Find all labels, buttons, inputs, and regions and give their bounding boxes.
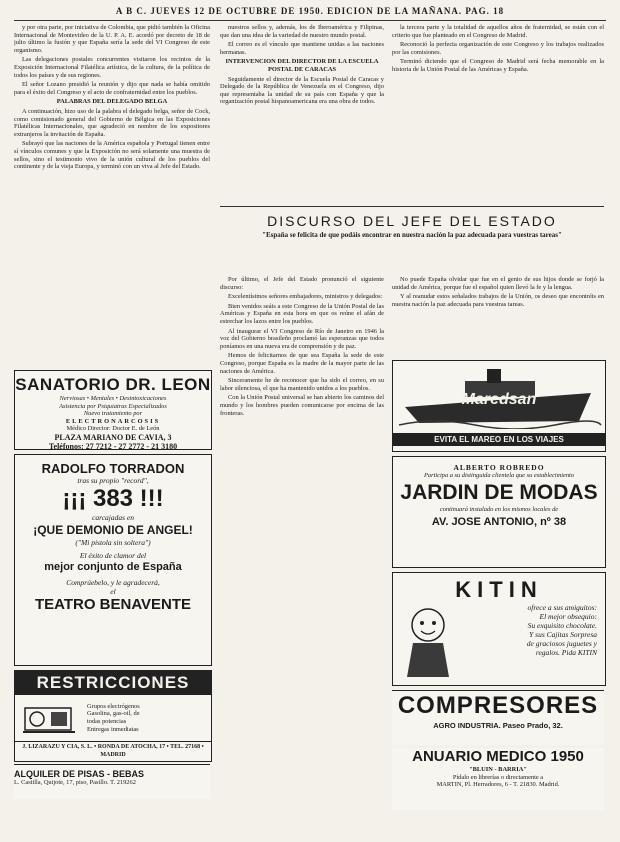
ad-phone: Teléfonos: 27 7212 - 27 2772 - 21 3180 bbox=[48, 441, 178, 450]
speech-headline: DISCURSO DEL JEFE DEL ESTADO bbox=[267, 213, 557, 229]
ad-line: AGRO INDUSTRIA. Paseo Prado, 32. bbox=[433, 721, 563, 730]
subheading: PALABRAS DEL DELEGADO BELGA bbox=[56, 98, 168, 106]
ad-kitin bbox=[392, 572, 606, 686]
ad-line: Nuevo tratamiento por bbox=[83, 410, 143, 418]
paragraph: Hemos de felicitarnos de que sea España la sede de este Congreso, porque España es la madre de la mayor parte de las naciones de América. bbox=[220, 352, 384, 375]
paragraph: Las delegaciones postales concurrentes visitaron los recintos de la Exposición Internacional Filatélica artística, de la cultura, de la política de todos los países y de sus regiones. bbox=[14, 56, 210, 79]
ad-line: Asistencia por Psiquiatras Especializados bbox=[59, 402, 167, 410]
ad-title: ANUARIO MEDICO 1950 bbox=[412, 748, 584, 765]
ad-sanatorio bbox=[14, 370, 212, 450]
ad-title: ALQUILER DE PISAS - BEBAS bbox=[14, 769, 145, 779]
ad-line: regalos. Pida KITIN bbox=[535, 648, 597, 657]
ad-line: Y sus Cajitas Sorpresa bbox=[529, 630, 597, 639]
page-header: A B C. JUEVES 12 DE OCTUBRE DE 1950. EDICION DE LA MAÑANA. PAG. 18 bbox=[14, 6, 606, 21]
ad-line: Médico Director: Doctor E. de León bbox=[66, 425, 160, 433]
paragraph: Excelentísimos señores embajadores, ministros y delegados: bbox=[228, 293, 383, 301]
ad-brand: Maredsan bbox=[461, 391, 537, 408]
ad-line: Participa a su distinguida clientela que su establecimiento bbox=[424, 472, 574, 479]
paragraph: Y al reanudar estos señalados trabajos de la Unión, os deseo que encontréis en nuestra nación la paz adecuada para vuestras tareas. bbox=[392, 293, 604, 308]
speech-heading-block bbox=[220, 206, 604, 269]
ad-jardin-de-modas bbox=[392, 456, 606, 568]
paragraph: Por último, el Jefe del Estado pronunció el siguiente discurso: bbox=[220, 276, 384, 291]
ad-line: todas potencias bbox=[87, 718, 127, 725]
ad-performer: RADOLFO TORRADON bbox=[41, 461, 185, 476]
child-illustration bbox=[393, 603, 463, 681]
paragraph: nuestros sellos y, además, los de Iberoamérica y Filipinas, que dan una idea de la variedad de nuestro mundo postal. bbox=[220, 24, 384, 39]
ad-title: RESTRICCIONES bbox=[15, 671, 211, 695]
paragraph: Reconoció la perfecta organización de este Congreso y los trabajos realizados por las comisiones. bbox=[392, 41, 604, 56]
article-column-1 bbox=[14, 24, 210, 364]
ad-line: Nerviosas • Mentales • Desintoxicaciones bbox=[59, 395, 167, 402]
ad-line: continuará instalado en los mismos locales de bbox=[439, 505, 559, 513]
ad-line: de graciosos juguetes y bbox=[526, 639, 597, 648]
ad-line: Entregas inmediatas bbox=[87, 725, 139, 733]
speech-dek: "España se felicita de que podáis encontrar en nuestra nación la paz adecuada para vuestras tareas" bbox=[262, 231, 562, 239]
ad-address: PLAZA MARIANO DE CAVIA, 3 bbox=[54, 432, 172, 442]
subheading: INTERVENCION DEL DIRECTOR DE LA ESCUELA POSTAL DE CARACAS bbox=[225, 58, 379, 73]
ad-line: El éxito de clamor del bbox=[79, 551, 147, 560]
ad-address: AV. JOSE ANTONIO, nº 38 bbox=[431, 516, 567, 529]
paragraph: Sinceramente he de reconocer que ha sido el correo, en su labor silenciosa, el que ha mantenido unidos a los pueblos. bbox=[220, 377, 384, 392]
paragraph: y por otra parte, por iniciativa de Colombia, que pidió también la Oficina Internacional de Montevideo de la U. P. A. E. acordó por decreto de 18 de julio último la fusión y que España sería la sede del VI Congreso de este organismo. bbox=[14, 24, 210, 54]
ad-brand: KITIN bbox=[455, 577, 543, 602]
ad-line: tras su propio "record", bbox=[77, 476, 149, 485]
paragraph: Con la Unión Postal universal se han abierto los caminos del mundo y los hombres pueden comunicarse por encima de las fronteras. bbox=[220, 394, 384, 417]
ad-restricciones bbox=[14, 670, 212, 762]
ad-title: COMPRESORES bbox=[397, 692, 599, 719]
ad-record-number: ¡¡¡ 383 !!! bbox=[62, 485, 164, 512]
paragraph: la tercera parte y la totalidad de aquellos años de fraternidad, se están con el criterio que fue planteado en el Congreso de Madrid. bbox=[392, 24, 604, 39]
article-column-2 bbox=[220, 24, 384, 204]
ad-line: Comprúebelo, y le agradecerá, bbox=[66, 578, 160, 587]
paragraph: El señor Lozano presidió la reunión y dijo que nada se había omitido para el éxito del Congreso y el acto de confraternidad entre los pueblos. bbox=[14, 81, 210, 96]
ad-theater-benavente bbox=[14, 454, 212, 666]
paragraph: Al inaugurar el VI Congreso de Río de Janeiro en 1946 la voz del Gobierno brasileño proclamó las esperanzas que todos poníamos en una nueva era de comprensión y de paz. bbox=[220, 327, 384, 350]
ad-maredsan bbox=[392, 360, 606, 452]
ad-line: Gasolina, gas-oil, de bbox=[87, 710, 140, 718]
paragraph: Seguidamente el director de la Escuela Postal de Caracas y Delegado de la República de Venezuela en el Congreso, dijo que representaba la unidad de su país con España y que la organización postal hispanoamericana era una obra de todos. bbox=[220, 75, 384, 106]
ad-line: Grupos electrógenos bbox=[87, 702, 140, 710]
paragraph: A continuación, hizo uso de la palabra el delegado belga, señor de Cock, como comisionado general del Gobierno de Bélgica en las Exposiciones Filatélicas Internacionales, que agradeció en nombre de los expositores extranjeros la invitación de España. bbox=[14, 107, 210, 138]
ad-show-title: ¡QUE DEMONIO DE ANGEL! bbox=[33, 523, 193, 537]
ad-line: MARTIN, Pl. Herradores, 6 - T. 21830. Madrid. bbox=[436, 781, 560, 789]
ad-title: SANATORIO DR. LEON bbox=[15, 375, 211, 394]
ad-sub: "BLUIN - BARRIA" bbox=[469, 766, 527, 773]
ad-line: ofrece a sus amiguitos: bbox=[527, 603, 597, 612]
paragraph: El correo es el vínculo que mantiene unidas a las naciones hermanas. bbox=[220, 41, 384, 56]
speech-text-column bbox=[220, 276, 384, 836]
ad-line: carcajadas en bbox=[91, 513, 134, 522]
ad-line: L. Castilla, Quijote, 17, piso, Pasillo. T. 219262 bbox=[14, 779, 136, 786]
ad-slogan: EVITA EL MAREO EN LOS VIAJES bbox=[393, 433, 605, 446]
speech-text-column-right bbox=[392, 276, 604, 356]
ad-line: Pídalo en librerías o directamente a bbox=[452, 773, 544, 781]
ad-line: Su exquisito chocolate. bbox=[527, 621, 597, 630]
ad-owner: ALBERTO ROBREDO bbox=[453, 463, 545, 472]
paragraph: Subrayó que las naciones de la América española y Portugal tienen entre sí vínculos comunes y que la Exposición no será solamente una muestra de sellos, sino el testimonio vivo de la unión cultural de los pueblos del continente y de la vieja Europa, y terminó con un viva al Jefe del Estado. bbox=[14, 140, 210, 171]
ad-footer: J. LIZARAZU Y CIA, S. L. • RONDA DE ATOCHA, 17 • TEL. 27168 • MADRID bbox=[15, 741, 211, 759]
generator-icon bbox=[21, 698, 81, 738]
ad-line: El mejor obsequio: bbox=[539, 612, 597, 621]
ad-alquiler bbox=[14, 764, 210, 799]
ad-line: mejor conjunto de España bbox=[44, 561, 182, 573]
ad-anuario-medico bbox=[392, 748, 604, 810]
paragraph: Bien venidos seáis a este Congreso de la Unión Postal de las Américas y España en esta hora en que os reúne el afán de estrechar los lazos entre los pueblos. bbox=[220, 302, 384, 325]
ad-line: ("Mi pistola sin soltera") bbox=[75, 538, 151, 547]
article-column-3 bbox=[392, 24, 604, 194]
ad-compresores bbox=[392, 690, 604, 745]
paragraph: No puede España olvidar que fue en el genio de sus hijos donde se forjó la unidad de América, porque fue el español quien llevó la fe y la lengua. bbox=[392, 276, 604, 291]
ad-line: ELECTRONARCOSIS bbox=[65, 417, 161, 425]
ad-theater-name: TEATRO BENAVENTE bbox=[34, 596, 192, 613]
paragraph: Terminó diciendo que el Congreso de Madrid será fecha memorable en la historia de la Unión Postal de las Américas y España. bbox=[392, 58, 604, 73]
ad-line: el bbox=[110, 587, 116, 596]
ad-title: JARDIN DE MODAS bbox=[400, 480, 598, 504]
